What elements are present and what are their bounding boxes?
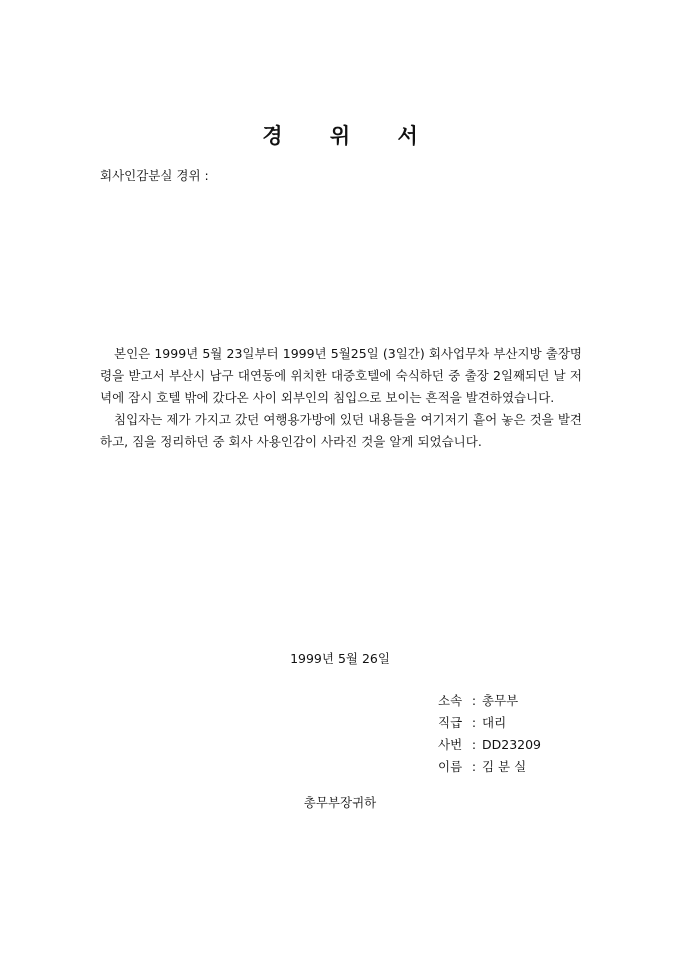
rank-value: 대리 — [482, 715, 507, 730]
colon: : — [471, 759, 477, 774]
title-char: 경 — [262, 123, 283, 148]
employee-no-label: 사번 — [438, 737, 463, 752]
affiliation-value: 총무부 — [482, 693, 519, 708]
affiliation-label: 소속 — [438, 693, 463, 708]
colon: : — [471, 737, 477, 752]
affiliation-row — [438, 690, 541, 712]
title-char: 위 — [329, 123, 351, 148]
subject-line: 회사인감분실 경위 : — [100, 168, 209, 183]
rank-label: 직급 — [438, 715, 463, 730]
author-info — [438, 690, 541, 778]
title-char: 서 — [397, 123, 418, 148]
document-date: 1999년 5월 26일 — [290, 651, 390, 666]
body-text — [100, 343, 582, 453]
document-title — [0, 120, 680, 150]
body-paragraph: 본인은 1999년 5월 23일부터 1999년 5월25일 (3일간) 회사업무차 부산지방 출장명령을 받고서 부산시 남구 대연동에 위치한 대중호텔에 숙식하던 중 출장 2일째되던 날 저녁에 잠시 호텔 밖에 갔다온 사이 외부인의 침입으로 보이는 흔적을 발견하였습니다. — [100, 346, 582, 405]
employee-no-row — [438, 734, 541, 756]
rank-row — [438, 712, 541, 734]
name-label: 이름 — [438, 759, 463, 774]
body-paragraph: 침입자는 제가 가지고 갔던 여행용가방에 있던 내용들을 여기저기 흩어 놓은 것을 발견하고, 짐을 정리하던 중 회사 사용인감이 사라진 것을 알게 되었습니다. — [100, 412, 582, 449]
colon: : — [471, 693, 477, 708]
colon: : — [471, 715, 477, 730]
name-value: 김 분 실 — [482, 759, 527, 774]
recipient-line: 총무부장귀하 — [303, 795, 377, 810]
employee-no-value: DD23209 — [482, 737, 542, 752]
name-row — [438, 756, 541, 778]
